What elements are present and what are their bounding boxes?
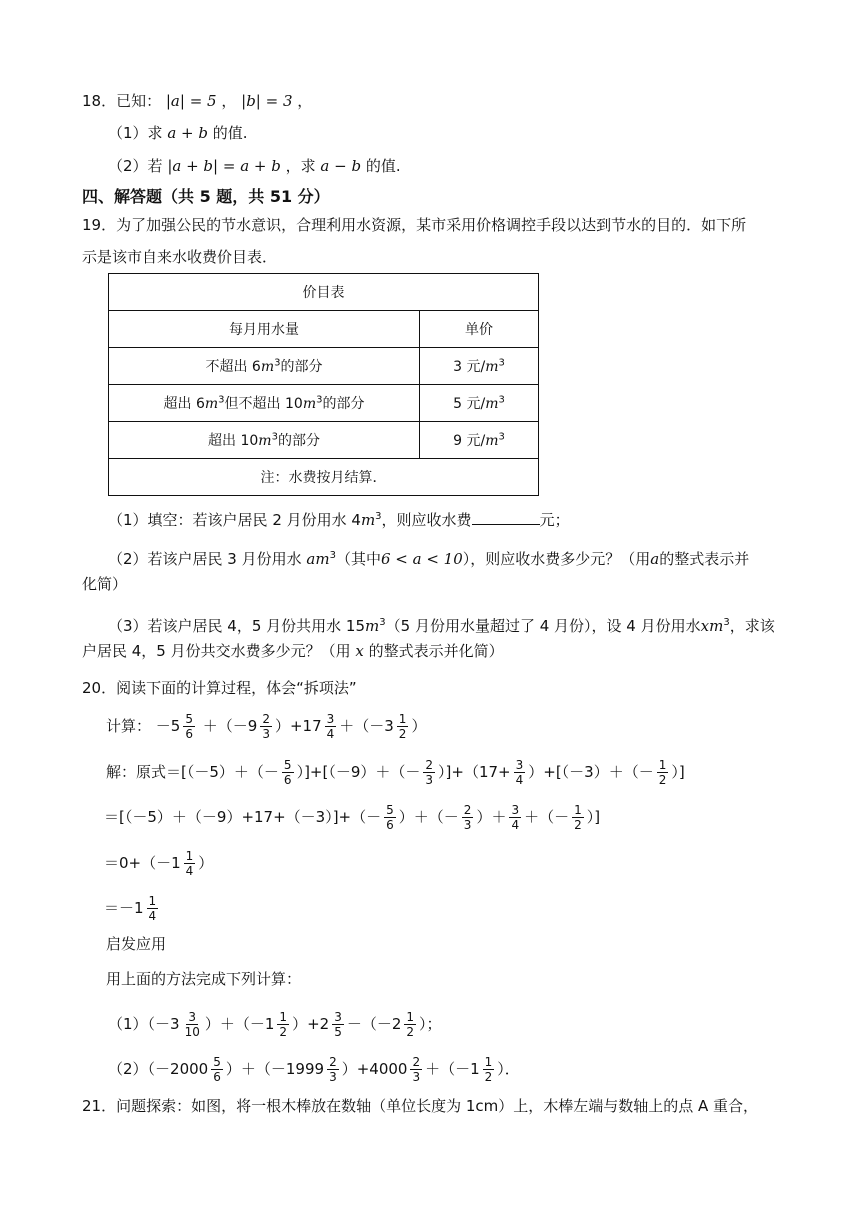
q19-part2 xyxy=(108,545,749,570)
table-cell-price xyxy=(420,385,539,422)
text: （1）填空：若该户居民 2 月份用水 4 xyxy=(108,511,361,529)
q20-apply-heading: 启发应用 xyxy=(106,935,167,953)
text: 不超出 6 xyxy=(205,359,261,375)
text: 的部分 xyxy=(277,433,320,449)
price-table xyxy=(108,273,539,496)
q18-part1 xyxy=(108,122,248,144)
fraction: $\frac{1}{2}$ xyxy=(406,1010,415,1039)
table-cell-price xyxy=(420,348,539,385)
unit: m xyxy=(302,396,317,412)
q18-stem: 18．已知： xyxy=(82,92,162,110)
unit: m xyxy=(204,396,219,412)
fraction: $\frac{1}{4}$ xyxy=(185,849,194,878)
q20-apply-part2: （2）（－2000 $\frac{5}{6}$ ）＋（－1999 $\frac{2}{3}$ ）+4000 $\frac{2}{3}$ ＋（－1 $\frac{1}{2}$ ）． xyxy=(108,1055,520,1084)
text: 的部分 xyxy=(280,359,323,375)
fraction: $\frac{3}{5}$ xyxy=(334,1010,342,1039)
q20-solve-line3: ＝0+（－1 $\frac{1}{4}$ ） xyxy=(104,849,214,878)
q20-solve-line4: ＝－1 $\frac{1}{4}$ xyxy=(104,894,157,923)
separator: ， xyxy=(221,92,237,110)
fraction: $\frac{5}{6}$ xyxy=(283,758,292,787)
unit: m xyxy=(485,433,499,449)
q19-intro-line2: 示是该市自来水收费价目表． xyxy=(82,248,278,266)
table-cell-usage xyxy=(109,422,420,459)
q19-part3-cont xyxy=(82,640,504,662)
math-expr: |a + b| = a + b xyxy=(167,157,281,175)
text: 超出 6 xyxy=(163,396,205,412)
exp: 3 xyxy=(218,394,225,406)
math-expr: a − b xyxy=(320,157,362,175)
fraction: $\frac{1}{4}$ xyxy=(148,894,157,923)
exp: 3 xyxy=(329,550,336,561)
fraction: $\frac{5}{6}$ xyxy=(213,1055,221,1084)
fraction: $\frac{1}{2}$ xyxy=(398,712,407,741)
unit: m xyxy=(360,511,376,529)
fraction: $\frac{2}{3}$ xyxy=(425,758,434,787)
exp: 3 xyxy=(498,431,505,443)
text: （3）若该户居民 4，5 月份共用水 15 xyxy=(108,617,366,635)
unit: m xyxy=(365,617,380,635)
q19-intro-line1: 19．为了加强公民的节水意识，合理利用水资源，某市采用价格调控手段以达到节水的目的．如下所 xyxy=(82,216,747,234)
answer-blank[interactable] xyxy=(472,510,540,525)
math-expr: am xyxy=(306,550,330,568)
fraction: $\frac{1}{2}$ xyxy=(484,1055,493,1084)
q20-solve-line1: 解：原式＝[（－5）＋（－ $\frac{5}{6}$ ）]+[（－9）＋（－ $\frac{2}{3}$ ）]+（17+ $\frac{3}{4}$ ）+[（－3）＋（－ $\frac{1}{2}$ ）] xyxy=(106,758,685,787)
text: 但不超出 10 xyxy=(224,396,303,412)
text: ，则应收水费 xyxy=(381,511,472,529)
exp: 3 xyxy=(498,357,505,369)
fraction: $\frac{5}{6}$ xyxy=(386,803,394,832)
q19-part2-cont: 化简） xyxy=(82,575,128,593)
q19-part3 xyxy=(108,612,775,637)
fraction: $\frac{5}{6}$ xyxy=(185,712,193,741)
fraction: $\frac{1}{2}$ xyxy=(574,803,582,832)
fraction: $\frac{1}{2}$ xyxy=(279,1010,288,1039)
q18-part2 xyxy=(108,155,401,177)
q18-cond-a: |a| = 5 xyxy=(165,92,217,110)
text: （5 月份用水量超过了 4 月份），设 4 月份用水 xyxy=(385,617,701,635)
text: 5 元/ xyxy=(453,396,486,412)
exp: 3 xyxy=(271,431,278,443)
text: ，求 xyxy=(285,157,316,175)
text: ，求该 xyxy=(729,617,775,635)
fraction: $\frac{2}{3}$ xyxy=(412,1055,421,1084)
table-cell-usage xyxy=(109,348,420,385)
table-note: 注：水费按月结算． xyxy=(109,459,539,496)
table-header-price: 单价 xyxy=(420,311,539,348)
unit: m xyxy=(485,359,499,375)
math-expr: x xyxy=(355,642,364,660)
q19-part1 xyxy=(108,506,570,531)
unit: m xyxy=(258,433,272,449)
table-row xyxy=(109,348,539,385)
fraction: $\frac{3}{4}$ xyxy=(515,758,524,787)
math-expr: a xyxy=(650,550,660,568)
unit: m xyxy=(260,359,275,375)
table-header-usage: 每月用水量 xyxy=(109,311,420,348)
label: 解：原式＝ xyxy=(106,763,182,781)
label: （2） xyxy=(108,1060,148,1078)
separator: ， xyxy=(297,92,313,110)
exp: 3 xyxy=(316,394,323,406)
text: （1）求 xyxy=(108,124,163,142)
q18-cond-b: |b| = 3 xyxy=(241,92,293,110)
exp: 3 xyxy=(723,617,730,628)
label: 计算： xyxy=(106,717,152,735)
fraction: $\frac{2}{3}$ xyxy=(463,803,472,832)
exp: 3 xyxy=(379,617,386,628)
exp: 3 xyxy=(375,511,382,522)
text: 9 元/ xyxy=(453,433,486,449)
q20-solve-line2: ＝[（－5）＋（－9）+17+（－3）]+（－ $\frac{5}{6}$ ）＋（－ $\frac{2}{3}$ ）＋ $\frac{3}{4}$ ＋（－ $\frac{1}{2}$ ）] xyxy=(104,803,601,832)
exp: 3 xyxy=(274,357,281,369)
q20-apply-intro: 用上面的方法完成下列计算： xyxy=(106,970,302,988)
text: 的值. xyxy=(365,157,401,175)
math-expr: 6 < a < 10 xyxy=(380,550,463,568)
text: 的部分 xyxy=(322,396,365,412)
text: 的整式表示并 xyxy=(659,550,750,568)
q20-intro: 20．阅读下面的计算过程，体会“拆项法” xyxy=(82,679,357,697)
text: 的整式表示并化简） xyxy=(368,642,504,660)
exp: 3 xyxy=(498,394,505,406)
section-heading: 四、解答题（共 5 题，共 51 分） xyxy=(82,187,330,206)
table-row xyxy=(109,422,539,459)
text: （其中 xyxy=(335,550,381,568)
q18-stem-line xyxy=(82,90,312,112)
text: 超出 10 xyxy=(208,433,259,449)
table-cell-usage xyxy=(109,385,420,422)
text: （2）若该户居民 3 月份用水 xyxy=(108,550,302,568)
q21-intro: 21．问题探索：如图，将一根木棒放在数轴（单位长度为 1cm）上，木棒左端与数轴上的点 A 重合， xyxy=(82,1097,759,1115)
fraction: $\frac{2}{3}$ xyxy=(262,712,270,741)
q20-calc-line: 计算： －5 $\frac{5}{6}$ ＋（－9 $\frac{2}{3}$ ）+17 $\frac{3}{4}$ ＋（－3 $\frac{1}{2}$ ） xyxy=(106,712,427,741)
fraction: $\frac{2}{3}$ xyxy=(329,1055,337,1084)
label: （1） xyxy=(108,1015,148,1033)
table-title: 价目表 xyxy=(109,274,539,311)
text: 的值. xyxy=(212,124,248,142)
text: 3 元/ xyxy=(453,359,486,375)
table-cell-price xyxy=(420,422,539,459)
fraction: $\frac{3}{10}$ xyxy=(184,1010,200,1039)
fraction: $\frac{1}{2}$ xyxy=(658,758,667,787)
text: ），则应收水费多少元？（用 xyxy=(462,550,651,568)
text: 户居民 4，5 月份共交水费多少元？（用 xyxy=(82,642,351,660)
math-expr: xm xyxy=(700,617,724,635)
table-row xyxy=(109,385,539,422)
fraction: $\frac{3}{4}$ xyxy=(511,803,520,832)
math-expr: a + b xyxy=(167,124,208,142)
q20-apply-part1: （1）（－3 $\frac{3}{10}$ ）＋（－1 $\frac{1}{2}$ ）+2 $\frac{3}{5}$ －（－2 $\frac{1}{2}$ ）； xyxy=(108,1010,442,1039)
text: 元； xyxy=(539,511,570,529)
unit: m xyxy=(485,396,499,412)
fraction: $\frac{3}{4}$ xyxy=(326,712,335,741)
text: （2）若 xyxy=(108,157,163,175)
